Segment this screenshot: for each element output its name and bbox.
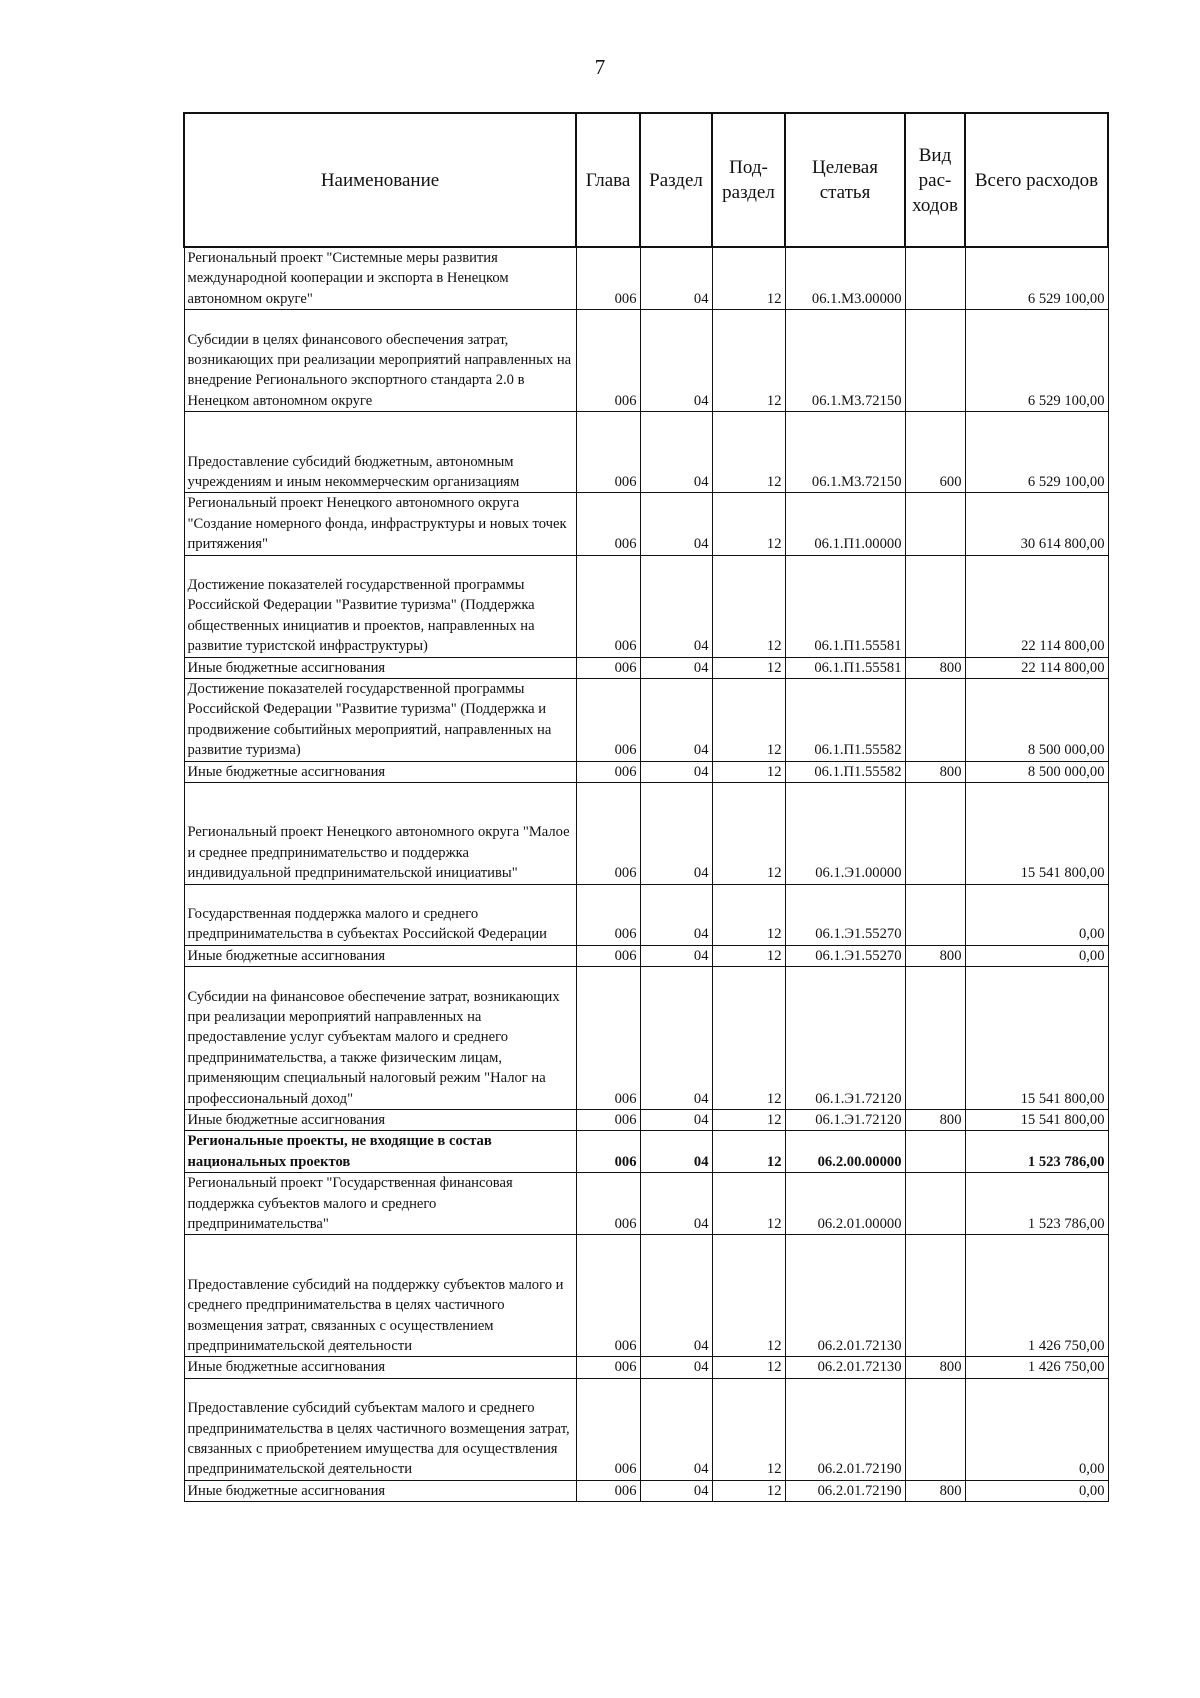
- row-vid: [905, 783, 965, 885]
- row-total: 1 426 750,00: [965, 1235, 1108, 1357]
- row-vid: [905, 967, 965, 1110]
- row-total: 6 529 100,00: [965, 247, 1108, 310]
- row-name: Региональные проекты, не входящие в состав национальных проектов: [184, 1131, 576, 1173]
- row-podrazdel: 12: [712, 945, 785, 966]
- row-razdel: 04: [640, 761, 712, 782]
- row-total: 22 114 800,00: [965, 555, 1108, 657]
- row-podrazdel: 12: [712, 783, 785, 885]
- row-celevaya: 06.1.П1.55581: [785, 555, 905, 657]
- row-celevaya: 06.1.Э1.00000: [785, 783, 905, 885]
- row-name: Иные бюджетные ассигнования: [184, 945, 576, 966]
- row-glava: 006: [576, 967, 640, 1110]
- row-vid: [905, 493, 965, 555]
- header-razdel: Раздел: [640, 113, 712, 247]
- row-total: 8 500 000,00: [965, 679, 1108, 762]
- page-number: 7: [594, 55, 606, 79]
- row-razdel: 04: [640, 967, 712, 1110]
- row-vid: 800: [905, 1357, 965, 1378]
- table-row: [184, 945, 1108, 966]
- row-glava: 006: [576, 1480, 640, 1501]
- row-podrazdel: 12: [712, 310, 785, 412]
- row-celevaya: 06.2.01.00000: [785, 1173, 905, 1235]
- row-glava: 006: [576, 1131, 640, 1173]
- row-podrazdel: 12: [712, 884, 785, 945]
- row-total: 6 529 100,00: [965, 310, 1108, 412]
- row-total: 0,00: [965, 1378, 1108, 1480]
- row-glava: 006: [576, 657, 640, 678]
- row-vid: 800: [905, 945, 965, 966]
- row-podrazdel: 12: [712, 967, 785, 1110]
- row-total: 22 114 800,00: [965, 657, 1108, 678]
- row-glava: 006: [576, 412, 640, 493]
- table-row: [184, 1235, 1108, 1357]
- table-row: [184, 1173, 1108, 1235]
- row-glava: 006: [576, 679, 640, 762]
- row-name: Предоставление субсидий бюджетным, автономным учреждениям и иным некоммерческим организациям: [184, 412, 576, 493]
- row-celevaya: 06.2.01.72130: [785, 1357, 905, 1378]
- row-razdel: 04: [640, 1110, 712, 1131]
- row-total: 15 541 800,00: [965, 783, 1108, 885]
- header-name: Наименование: [184, 113, 576, 247]
- row-glava: 006: [576, 1235, 640, 1357]
- row-razdel: 04: [640, 783, 712, 885]
- row-glava: 006: [576, 1357, 640, 1378]
- row-podrazdel: 12: [712, 761, 785, 782]
- row-razdel: 04: [640, 945, 712, 966]
- row-vid: [905, 555, 965, 657]
- row-vid: [905, 1131, 965, 1173]
- row-razdel: 04: [640, 1357, 712, 1378]
- row-glava: 006: [576, 310, 640, 412]
- row-vid: [905, 679, 965, 762]
- row-name: Субсидии в целях финансового обеспечения затрат, возникающих при реализации мероприятий направленных на внедрение Регионального экспортного стандарта 2.0 в Ненецком автономном округе: [184, 310, 576, 412]
- row-razdel: 04: [640, 884, 712, 945]
- row-name: Субсидии на финансовое обеспечение затрат, возникающих при реализации мероприятий направленных на предоставление услуг субъектам малого и среднего предпринимательства, а также физическим лицам, применяющим специальный налоговый режим "Налог на профессиональный доход": [184, 967, 576, 1110]
- row-razdel: 04: [640, 679, 712, 762]
- header-glava: Глава: [576, 113, 640, 247]
- row-podrazdel: 12: [712, 1235, 785, 1357]
- row-podrazdel: 12: [712, 555, 785, 657]
- table-row: [184, 884, 1108, 945]
- row-razdel: 04: [640, 1131, 712, 1173]
- row-name: Иные бюджетные ассигнования: [184, 1480, 576, 1501]
- row-total: 1 523 786,00: [965, 1131, 1108, 1173]
- row-podrazdel: 12: [712, 1173, 785, 1235]
- row-total: 6 529 100,00: [965, 412, 1108, 493]
- row-razdel: 04: [640, 555, 712, 657]
- row-celevaya: 06.1.П1.55582: [785, 679, 905, 762]
- row-name: Иные бюджетные ассигнования: [184, 1110, 576, 1131]
- row-glava: 006: [576, 945, 640, 966]
- row-celevaya: 06.1.Э1.72120: [785, 1110, 905, 1131]
- row-name: Государственная поддержка малого и среднего предпринимательства в субъектах Российской Федерации: [184, 884, 576, 945]
- row-podrazdel: 12: [712, 1110, 785, 1131]
- row-glava: 006: [576, 1378, 640, 1480]
- row-name: Региональный проект "Государственная финансовая поддержка субъектов малого и среднего предпринимательства": [184, 1173, 576, 1235]
- row-name: Региональный проект "Системные меры развития международной кооперации и экспорта в Ненецком автономном округе": [184, 247, 576, 310]
- table-row: [184, 967, 1108, 1110]
- row-vid: [905, 1378, 965, 1480]
- row-glava: 006: [576, 493, 640, 555]
- header-celevaya: Целевая статья: [785, 113, 905, 247]
- row-razdel: 04: [640, 1480, 712, 1501]
- row-razdel: 04: [640, 1173, 712, 1235]
- table-row: [184, 1480, 1108, 1501]
- row-celevaya: 06.2.01.72130: [785, 1235, 905, 1357]
- row-total: 0,00: [965, 884, 1108, 945]
- header-podrazdel: Под- раздел: [712, 113, 785, 247]
- row-total: 1 523 786,00: [965, 1173, 1108, 1235]
- row-vid: 600: [905, 412, 965, 493]
- table-row: [184, 1110, 1108, 1131]
- row-glava: 006: [576, 761, 640, 782]
- row-celevaya: 06.1.П1.55582: [785, 761, 905, 782]
- row-glava: 006: [576, 884, 640, 945]
- row-razdel: 04: [640, 1378, 712, 1480]
- table-row: [184, 1131, 1108, 1173]
- row-total: 8 500 000,00: [965, 761, 1108, 782]
- row-vid: [905, 884, 965, 945]
- row-podrazdel: 12: [712, 1480, 785, 1501]
- row-podrazdel: 12: [712, 412, 785, 493]
- row-celevaya: 06.1.П1.00000: [785, 493, 905, 555]
- row-name: Региональный проект Ненецкого автономного округа "Создание номерного фонда, инфраструктуры и новых точек притяжения": [184, 493, 576, 555]
- row-total: 0,00: [965, 1480, 1108, 1501]
- row-podrazdel: 12: [712, 1378, 785, 1480]
- row-total: 30 614 800,00: [965, 493, 1108, 555]
- row-podrazdel: 12: [712, 1131, 785, 1173]
- row-vid: 800: [905, 1110, 965, 1131]
- row-razdel: 04: [640, 1235, 712, 1357]
- row-glava: 006: [576, 1110, 640, 1131]
- table-row: [184, 493, 1108, 555]
- row-vid: 800: [905, 1480, 965, 1501]
- budget-table: [183, 112, 1109, 1502]
- header-total: Всего расходов: [965, 113, 1108, 247]
- row-podrazdel: 12: [712, 1357, 785, 1378]
- row-vid: 800: [905, 657, 965, 678]
- row-razdel: 04: [640, 412, 712, 493]
- row-name: Предоставление субсидий субъектам малого и среднего предпринимательства в целях частичного возмещения затрат, связанных с приобретением имущества для осуществления предпринимательской деятельности: [184, 1378, 576, 1480]
- row-glava: 006: [576, 783, 640, 885]
- row-celevaya: 06.1.М3.72150: [785, 412, 905, 493]
- row-name: Предоставление субсидий на поддержку субъектов малого и среднего предпринимательства в целях частичного возмещения затрат, связанных с осуществлением предпринимательской деятельности: [184, 1235, 576, 1357]
- row-razdel: 04: [640, 247, 712, 310]
- row-celevaya: 06.2.00.00000: [785, 1131, 905, 1173]
- row-name: Региональный проект Ненецкого автономного округа "Малое и среднее предпринимательство и поддержка индивидуальной предпринимательской инициативы": [184, 783, 576, 885]
- row-vid: [905, 310, 965, 412]
- row-celevaya: 06.1.Э1.55270: [785, 945, 905, 966]
- row-celevaya: 06.2.01.72190: [785, 1378, 905, 1480]
- row-vid: [905, 1173, 965, 1235]
- row-razdel: 04: [640, 493, 712, 555]
- row-celevaya: 06.1.М3.72150: [785, 310, 905, 412]
- row-razdel: 04: [640, 310, 712, 412]
- row-total: 15 541 800,00: [965, 1110, 1108, 1131]
- row-glava: 006: [576, 555, 640, 657]
- row-celevaya: 06.2.01.72190: [785, 1480, 905, 1501]
- table-row: [184, 1378, 1108, 1480]
- row-glava: 006: [576, 1173, 640, 1235]
- table-row: [184, 761, 1108, 782]
- row-total: 15 541 800,00: [965, 967, 1108, 1110]
- table-row: [184, 247, 1108, 310]
- row-razdel: 04: [640, 657, 712, 678]
- table-row: [184, 555, 1108, 657]
- row-name: Иные бюджетные ассигнования: [184, 1357, 576, 1378]
- row-name: Иные бюджетные ассигнования: [184, 761, 576, 782]
- row-podrazdel: 12: [712, 657, 785, 678]
- row-podrazdel: 12: [712, 493, 785, 555]
- header-row: [184, 113, 1108, 247]
- row-podrazdel: 12: [712, 247, 785, 310]
- row-celevaya: 06.1.Э1.55270: [785, 884, 905, 945]
- row-name: Достижение показателей государственной программы Российской Федерации "Развитие туризма" (Поддержка общественных инициатив и проектов, направленных на развитие туристской инфраструктуры): [184, 555, 576, 657]
- table-row: [184, 1357, 1108, 1378]
- row-total: 0,00: [965, 945, 1108, 966]
- table-row: [184, 310, 1108, 412]
- row-vid: 800: [905, 761, 965, 782]
- table-row: [184, 783, 1108, 885]
- table-row: [184, 657, 1108, 678]
- table-row: [184, 679, 1108, 762]
- row-glava: 006: [576, 247, 640, 310]
- row-vid: [905, 247, 965, 310]
- row-celevaya: 06.1.М3.00000: [785, 247, 905, 310]
- row-vid: [905, 1235, 965, 1357]
- table-row: [184, 412, 1108, 493]
- row-celevaya: 06.1.П1.55581: [785, 657, 905, 678]
- row-name: Достижение показателей государственной программы Российской Федерации "Развитие туризма" (Поддержка и продвижение событийных мероприятий, направленных на развитие туризма): [184, 679, 576, 762]
- table-body: [184, 247, 1108, 1502]
- row-celevaya: 06.1.Э1.72120: [785, 967, 905, 1110]
- row-total: 1 426 750,00: [965, 1357, 1108, 1378]
- row-name: Иные бюджетные ассигнования: [184, 657, 576, 678]
- header-vid: Вид рас- ходов: [905, 113, 965, 247]
- row-podrazdel: 12: [712, 679, 785, 762]
